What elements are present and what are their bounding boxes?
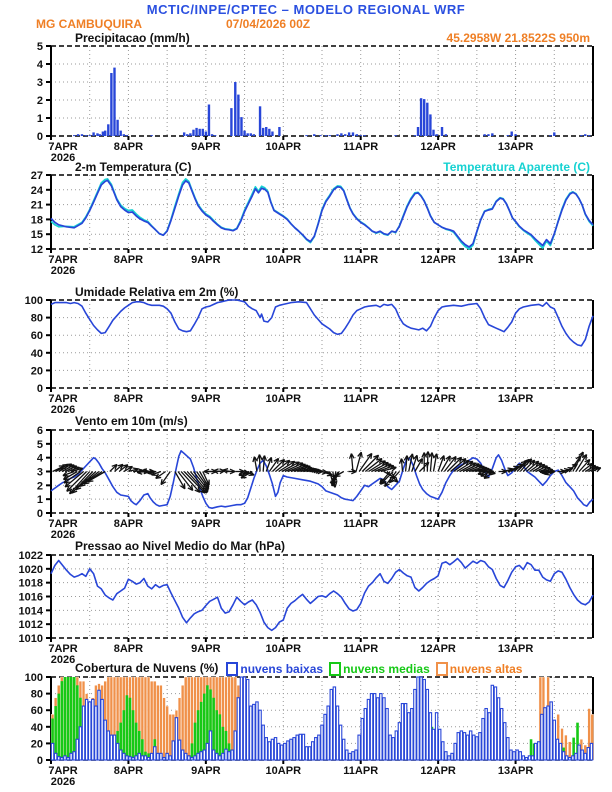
- svg-text:1020: 1020: [18, 563, 43, 576]
- svg-text:1014: 1014: [18, 605, 43, 618]
- svg-text:8APR: 8APR: [113, 518, 144, 530]
- svg-text:9APR: 9APR: [191, 254, 221, 266]
- svg-text:1022: 1022: [18, 550, 43, 562]
- svg-text:9APR: 9APR: [191, 518, 221, 530]
- legend-label-high: nuvens altas: [449, 661, 523, 676]
- svg-text:8APR: 8APR: [113, 765, 144, 777]
- svg-text:12APR: 12APR: [420, 141, 456, 153]
- panel-title-clouds: [75, 661, 522, 676]
- svg-text:100: 100: [24, 672, 43, 684]
- svg-text:7APR: 7APR: [48, 393, 78, 405]
- svg-text:3: 3: [36, 466, 43, 479]
- svg-text:12APR: 12APR: [420, 393, 456, 405]
- svg-text:12APR: 12APR: [420, 643, 456, 655]
- svg-text:2: 2: [36, 480, 43, 493]
- svg-text:2: 2: [36, 95, 43, 107]
- svg-text:9APR: 9APR: [191, 765, 221, 777]
- svg-text:18: 18: [30, 214, 43, 227]
- svg-text:1012: 1012: [18, 619, 43, 632]
- svg-text:1016: 1016: [18, 591, 43, 604]
- svg-text:10APR: 10APR: [265, 765, 302, 777]
- panel-title-temperature: 2-m Temperatura (C): [75, 160, 192, 174]
- svg-text:15: 15: [30, 229, 43, 242]
- svg-text:7APR: 7APR: [48, 643, 78, 655]
- svg-text:100: 100: [24, 295, 43, 307]
- panel-title-pressure: Pressao ao Nivel Medio do Mar (hPa): [75, 539, 286, 553]
- svg-text:2026: 2026: [50, 152, 76, 164]
- cloud-legend: [226, 662, 522, 676]
- svg-text:27: 27: [30, 170, 43, 182]
- svg-text:7APR: 7APR: [48, 254, 78, 266]
- svg-text:11APR: 11APR: [343, 518, 379, 530]
- page-title: MCTIC/INPE/CPTEC – MODELO REGIONAL WRF: [146, 2, 466, 17]
- panel-title-apparent-temperature: Temperatura Aparente (C): [443, 160, 590, 174]
- svg-text:1010: 1010: [18, 633, 43, 645]
- svg-text:9APR: 9APR: [191, 141, 221, 153]
- svg-text:11APR: 11APR: [343, 393, 379, 405]
- svg-text:7APR: 7APR: [48, 765, 78, 777]
- svg-text:2026: 2026: [50, 265, 76, 277]
- low-clouds-swatch-icon: [226, 662, 238, 676]
- svg-text:80: 80: [30, 312, 43, 325]
- svg-text:3: 3: [36, 77, 43, 89]
- svg-text:0: 0: [36, 383, 43, 395]
- svg-text:10APR: 10APR: [265, 643, 302, 655]
- legend-item-mid-clouds: [329, 662, 430, 676]
- svg-text:6: 6: [36, 425, 43, 437]
- svg-text:1018: 1018: [18, 577, 43, 590]
- svg-text:7APR: 7APR: [48, 141, 78, 153]
- svg-text:1: 1: [36, 113, 43, 125]
- svg-text:10APR: 10APR: [265, 518, 302, 530]
- svg-text:80: 80: [30, 688, 43, 701]
- svg-text:4: 4: [36, 59, 43, 71]
- svg-text:40: 40: [30, 347, 43, 360]
- legend-item-high-clouds: [436, 662, 523, 676]
- svg-text:5: 5: [36, 41, 43, 53]
- svg-text:9APR: 9APR: [191, 393, 221, 405]
- svg-text:11APR: 11APR: [343, 141, 379, 153]
- panel-title-precipitation: Precipitacao (mm/h): [75, 31, 190, 45]
- station-coordinates: 45.2958W 21.8522S 950m: [446, 31, 590, 45]
- legend-label-mid: nuvens medias: [343, 661, 430, 676]
- model-run-datetime: 07/04/2026 00Z: [226, 17, 311, 31]
- svg-text:9APR: 9APR: [191, 643, 221, 655]
- svg-text:2026: 2026: [50, 654, 76, 666]
- clouds-title-text: Cobertura de Nuvens (%): [75, 661, 219, 675]
- legend-item-low-clouds: [226, 662, 323, 676]
- svg-text:60: 60: [30, 705, 43, 718]
- svg-text:10APR: 10APR: [265, 141, 302, 153]
- svg-text:13APR: 13APR: [497, 393, 534, 405]
- svg-text:13APR: 13APR: [497, 765, 534, 777]
- svg-text:13APR: 13APR: [497, 518, 534, 530]
- svg-text:0: 0: [36, 755, 43, 767]
- svg-text:8APR: 8APR: [113, 643, 144, 655]
- svg-text:11APR: 11APR: [343, 254, 379, 266]
- svg-text:12APR: 12APR: [420, 254, 456, 266]
- svg-text:10APR: 10APR: [265, 254, 302, 266]
- svg-text:4: 4: [36, 452, 43, 465]
- svg-text:11APR: 11APR: [343, 765, 379, 777]
- svg-text:0: 0: [36, 131, 43, 143]
- svg-text:1: 1: [36, 494, 43, 507]
- svg-text:12APR: 12APR: [420, 765, 456, 777]
- svg-text:2026: 2026: [50, 529, 76, 541]
- svg-text:0: 0: [36, 508, 43, 520]
- svg-text:20: 20: [30, 738, 43, 751]
- svg-text:10APR: 10APR: [265, 393, 302, 405]
- svg-text:13APR: 13APR: [497, 254, 534, 266]
- svg-text:24: 24: [30, 184, 43, 197]
- svg-text:5: 5: [36, 438, 43, 451]
- svg-text:40: 40: [30, 721, 43, 734]
- svg-text:60: 60: [30, 330, 43, 343]
- svg-text:12: 12: [30, 244, 43, 256]
- svg-text:20: 20: [30, 365, 43, 378]
- svg-text:7APR: 7APR: [48, 518, 78, 530]
- svg-text:11APR: 11APR: [343, 643, 379, 655]
- legend-label-low: nuvens baixas: [240, 661, 324, 676]
- svg-text:8APR: 8APR: [113, 141, 144, 153]
- panel-title-humidity: Umidade Relativa em 2m (%): [75, 285, 239, 299]
- svg-text:12APR: 12APR: [420, 518, 456, 530]
- mid-clouds-swatch-icon: [329, 662, 341, 676]
- svg-text:8APR: 8APR: [113, 393, 144, 405]
- panel-title-wind: Vento em 10m (m/s): [75, 414, 188, 428]
- svg-text:13APR: 13APR: [497, 643, 534, 655]
- svg-text:8APR: 8APR: [113, 254, 144, 266]
- svg-text:2026: 2026: [50, 776, 76, 788]
- high-clouds-swatch-icon: [436, 662, 448, 676]
- station-name: MG CAMBUQUIRA: [36, 17, 142, 31]
- svg-text:21: 21: [30, 199, 43, 212]
- svg-text:13APR: 13APR: [497, 141, 534, 153]
- svg-text:2026: 2026: [50, 404, 76, 416]
